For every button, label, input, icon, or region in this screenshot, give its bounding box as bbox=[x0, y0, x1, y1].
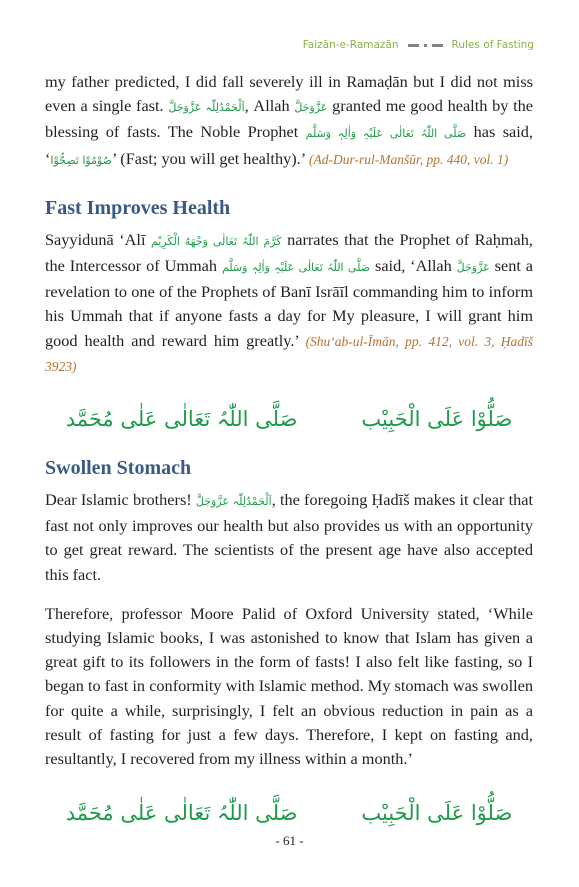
running-header bbox=[303, 39, 534, 51]
text-run: granted me good health by the blessing of fasts. The Noble Prophet bbox=[45, 96, 533, 142]
chapter-title: Rules of Fasting bbox=[451, 39, 534, 51]
arabic-honorific: كَرَّمَ اللّٰہُ تَعَالٰی وَجْهَهُ الْكَرِيْم bbox=[150, 234, 282, 248]
book-title: Faizān-e-Ramazān bbox=[302, 39, 399, 51]
section2-paragraph bbox=[45, 488, 533, 587]
section2-paragraph-2: Therefore, professor Moore Palid of Oxford University stated, ‘While studying Islamic books, I was astonished to know that Islam has given a great gift to its followers in the form of fasts! I also felt like fasting, so I began to fast in conformity with Islamic method. My stomach was swollen for quite a while, surprisingly, I felt an obvious reduction in pain as a result of fasting for just a few days. Therefore, I kept on fasting and, resultantly, I recovered from my illness within a month.’ bbox=[45, 603, 533, 769]
section-heading: Swollen Stomach bbox=[45, 457, 192, 480]
reference-citation: (Shu‘ab-ul-Īmān, pp. 412, vol. 3, Ḥadīš 3923) bbox=[45, 333, 533, 374]
text-run: Sayyidunā ‘Alī bbox=[45, 229, 151, 249]
text-run: Dear Islamic brothers! bbox=[45, 490, 196, 510]
section-heading: Fast Improves Health bbox=[45, 196, 231, 219]
text-run: ’ (Fast; you will get healthy).’ bbox=[112, 148, 310, 168]
page-body bbox=[45, 70, 533, 825]
section1-paragraph bbox=[45, 228, 533, 379]
arabic-honorific: عَزَّوَجَلَّ bbox=[294, 101, 328, 115]
salat-response: صَلَّی اللّٰہُ تَعَالٰی عَلٰی مُحَمَّد bbox=[65, 407, 298, 432]
text-run: my father predicted, I did fall severely ill in Ramaḍān but I did not miss even a single fast. bbox=[45, 72, 533, 116]
header-separator bbox=[408, 44, 443, 47]
salat-line bbox=[45, 801, 533, 825]
text-run: has said, ‘ bbox=[45, 122, 533, 168]
salat-call: صَلُّوْا عَلَی الْحَبِیْب bbox=[361, 407, 513, 432]
arabic-honorific: اَلْحَمْدُلِلّٰہ عَزَّوَجَلَّ bbox=[195, 495, 272, 509]
arabic-honorific: اَلْحَمْدُلِلّٰہ عَزَّوَجَلَّ bbox=[168, 101, 245, 115]
salat-call: صَلُّوْا عَلَی الْحَبِیْب bbox=[361, 801, 513, 826]
text-run: sent a revelation to one of the Prophets of Banī Isrāīl commanding him to inform his Ummah that if anyone fasts a day for My pleasure, I will grant him good health and reward him greatly.’ bbox=[45, 256, 534, 350]
arabic-salutation: صَلَّی اللّٰہُ تَعَالٰی عَلَیْہِ وَاٰلِہٖ وَسَلَّم bbox=[221, 261, 371, 275]
arabic-honorific: عَزَّوَجَلَّ bbox=[456, 261, 490, 275]
reference-citation: (Ad-Dur-rul-Manšūr, pp. 440, vol. 1) bbox=[309, 151, 509, 167]
text-run: said, ‘Allah bbox=[370, 256, 457, 276]
arabic-salutation: صَلَّی اللّٰہُ تَعَالٰی عَلَیْہِ وَاٰلِہٖ وَسَلَّم bbox=[305, 127, 467, 141]
text-run: , Allah bbox=[244, 96, 295, 116]
arabic-quote: صُوْمُوْا تَصِحُّوْا bbox=[50, 153, 113, 167]
intro-paragraph bbox=[45, 70, 533, 173]
salat-line bbox=[45, 407, 533, 431]
text-run: narrates that the Prophet of Raḥmah, the Intercessor of Ummah bbox=[45, 229, 533, 276]
page-number: - 61 - bbox=[275, 833, 304, 848]
text-run: , the foregoing Ḥadīš makes it clear that fast not only improves our health but also provides us with an opportunity to get great reward. The scientists of the present age have also accepted this fact. bbox=[45, 490, 533, 584]
salat-response: صَلَّی اللّٰہُ تَعَالٰی عَلٰی مُحَمَّد bbox=[65, 801, 298, 826]
